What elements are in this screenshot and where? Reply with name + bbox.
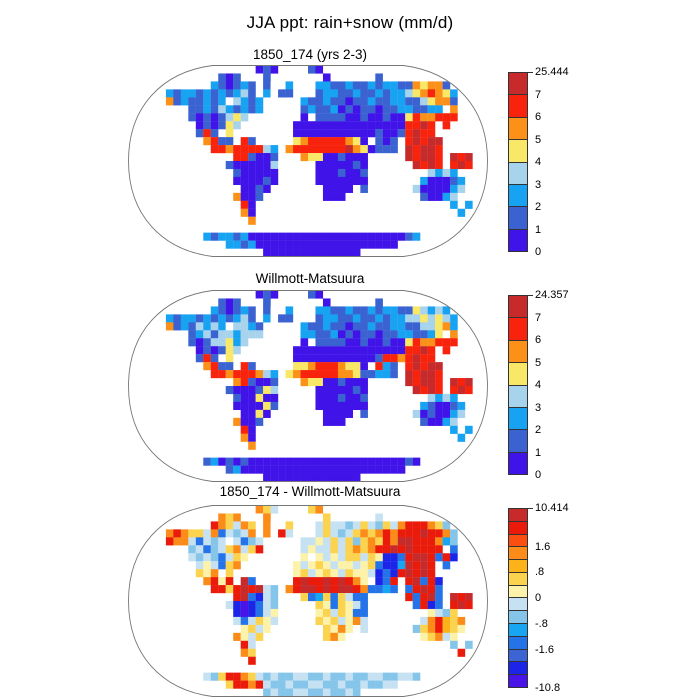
colorbar-2 <box>508 289 598 481</box>
map-panel-3-difference <box>124 502 492 700</box>
colorbar-2-swatches <box>508 295 528 475</box>
map-panel-2-observations <box>124 287 492 485</box>
panel-3-title: 1850_174 - Willmott-Matsuura <box>219 484 401 499</box>
colorbar-3 <box>508 502 598 694</box>
colorbar-3-swatches <box>508 508 528 688</box>
colorbar-3-max-tick <box>528 508 533 509</box>
panel-1-title: 1850_174 (yrs 2-3) <box>252 47 368 62</box>
figure-title: JJA ppt: rain+snow (mm/d) <box>246 13 454 32</box>
colorbar-2-labels: 24.357 7 6 5 4 3 2 1 0 <box>535 289 569 481</box>
colorbar-1-swatches <box>508 72 528 252</box>
colorbar-2-max-tick <box>528 295 533 296</box>
colorbar-1-labels: 25.444 7 6 5 4 3 2 1 0 <box>535 66 569 258</box>
colorbar-3-labels: 10.414 1.6 .8 0 -.8 -1.6 -10.8 <box>535 502 569 694</box>
colorbar-1-max-tick <box>528 72 533 73</box>
colorbar-1 <box>508 66 598 258</box>
panel-2-title: Willmott-Matsuura <box>255 271 365 286</box>
map-panel-1-model <box>124 62 492 260</box>
